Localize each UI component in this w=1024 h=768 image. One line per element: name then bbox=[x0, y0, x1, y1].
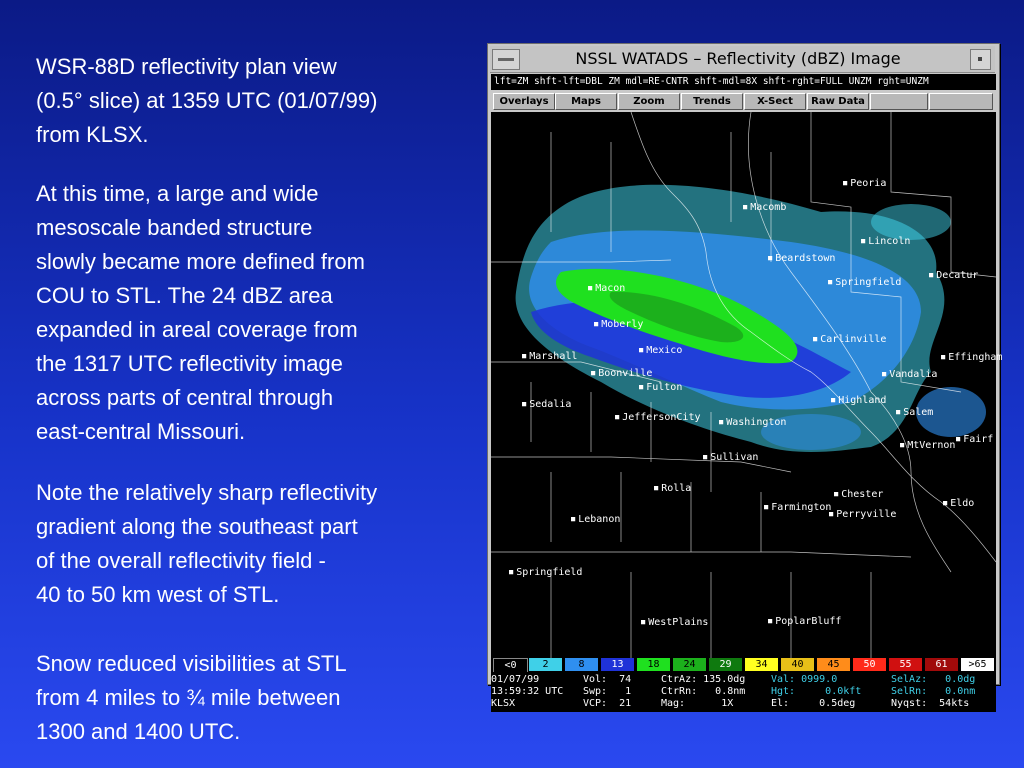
blank-button-1[interactable] bbox=[870, 93, 928, 110]
city-label: ■ Marshall bbox=[522, 351, 577, 362]
city-label: ■ Lebanon bbox=[571, 514, 620, 525]
city-label: ■ Perryville bbox=[829, 509, 896, 520]
city-label: ■ Carlinville bbox=[813, 334, 886, 345]
city-label: ■ Sedalia bbox=[522, 399, 571, 410]
city-label: ■ Springfield bbox=[509, 567, 582, 578]
city-label: ■ Washington bbox=[719, 417, 786, 428]
status-ctraz: CtrAz: 135.0dg bbox=[661, 674, 746, 685]
city-label: ■ Macomb bbox=[743, 202, 786, 213]
trends-button[interactable]: Trends bbox=[681, 93, 743, 110]
city-label: ■ Farmington bbox=[764, 502, 831, 513]
city-label: ■ Boonville bbox=[591, 368, 652, 379]
dbz-swatch: 55 bbox=[889, 658, 922, 671]
city-label: ■ Sullivan bbox=[703, 452, 758, 463]
dbz-swatch: 61 bbox=[925, 658, 958, 671]
slide-paragraph-4: Snow reduced visibilities at STL from 4 miles to ¾ mile between 1300 and 1400 UTC. bbox=[36, 651, 347, 744]
dbz-swatch: 2 bbox=[529, 658, 562, 671]
status-vcp: VCP: 21 bbox=[583, 698, 632, 709]
city-label: ■ WestPlains bbox=[641, 617, 708, 628]
city-label: ■ Lincoln bbox=[861, 236, 910, 247]
city-label: ■ Eldo bbox=[943, 498, 974, 509]
dbz-color-scale bbox=[491, 658, 996, 672]
city-label: ■ Macon bbox=[588, 283, 625, 294]
city-label: ■ Chester bbox=[834, 489, 883, 500]
city-label: ■ Springfield bbox=[828, 277, 901, 288]
status-el: El: 0.5deg bbox=[771, 698, 856, 709]
title-bar[interactable] bbox=[490, 46, 995, 73]
city-label: ■ Fulton bbox=[639, 382, 682, 393]
window-title: NSSL WATADS – Reflectivity (dBZ) Image bbox=[575, 49, 901, 68]
maps-button[interactable]: Maps bbox=[555, 93, 617, 110]
dbz-swatch: 8 bbox=[565, 658, 598, 671]
dbz-swatch: 50 bbox=[853, 658, 886, 671]
mouse-shortcuts-help: lft=ZM shft-lft=DBL ZM mdl=RE-CNTR shft-mdl=8X shft-rght=FULL UNZM rght=UNZM bbox=[491, 74, 996, 90]
city-label: ■ JeffersonCity bbox=[615, 412, 701, 423]
city-label: ■ Beardstown bbox=[768, 253, 835, 264]
city-label: ■ Mexico bbox=[639, 345, 682, 356]
city-label: ■ Salem bbox=[896, 407, 933, 418]
dbz-swatch: 24 bbox=[673, 658, 706, 671]
city-label: ■ Highland bbox=[831, 395, 886, 406]
overlays-button[interactable]: Overlays bbox=[493, 93, 555, 110]
city-label: ■ Peoria bbox=[843, 178, 886, 189]
toolbar bbox=[491, 91, 996, 111]
dbz-swatch: 34 bbox=[745, 658, 778, 671]
dbz-swatch: 45 bbox=[817, 658, 850, 671]
city-label: ■ Rolla bbox=[654, 483, 691, 494]
x-sect-button[interactable]: X-Sect bbox=[744, 93, 806, 110]
minimize-button[interactable] bbox=[970, 49, 991, 70]
slide-paragraph-3: Note the relatively sharp reflectivity gradient along the southeast part of the overall reflectivity field - 40 to 50 km west of STL. bbox=[36, 480, 378, 607]
city-label: ■ PoplarBluff bbox=[768, 616, 841, 627]
watads-window bbox=[487, 43, 1003, 709]
city-label: ■ Effingham bbox=[941, 352, 1002, 363]
status-panel bbox=[491, 672, 996, 712]
zoom-button[interactable]: Zoom bbox=[618, 93, 680, 110]
status-selaz: SelAz: 0.0dg bbox=[891, 674, 976, 685]
slide-paragraph-2: At this time, a large and wide mesoscale banded structure slowly became more defined from COU to STL. The 24 dBZ area expanded in areal coverage from the 1317 UTC reflectivity image across parts of central through east-central Missouri. bbox=[36, 181, 365, 444]
slide-paragraph-1: WSR-88D reflectivity plan view (0.5° slice) at 1359 UTC (01/07/99) from KLSX. bbox=[36, 54, 378, 147]
dbz-swatch: 13 bbox=[601, 658, 634, 671]
dbz-swatch: <0 bbox=[493, 658, 528, 673]
status-vol: Vol: 74 bbox=[583, 674, 632, 685]
status-selrn: SelRn: 0.0nm bbox=[891, 686, 976, 697]
dbz-swatch: 40 bbox=[781, 658, 814, 671]
dbz-swatch: 18 bbox=[637, 658, 670, 671]
city-label: ■ Moberly bbox=[594, 319, 643, 330]
status-swp: Swp: 1 bbox=[583, 686, 632, 697]
status-hgt: Hgt: 0.0kft bbox=[771, 686, 862, 697]
status-ctrrn: CtrRn: 0.8nm bbox=[661, 686, 746, 697]
status-val: Val: 0999.0 bbox=[771, 674, 838, 685]
city-label: ■ Fairf bbox=[956, 434, 993, 445]
status-date: 01/07/99 bbox=[491, 674, 540, 685]
city-label: ■ Decatur bbox=[929, 270, 978, 281]
city-label: ■ MtVernon bbox=[900, 440, 955, 451]
blank-button-2[interactable] bbox=[929, 93, 993, 110]
status-nyqst: Nyqst: 54kts bbox=[891, 698, 970, 709]
dbz-swatch: >65 bbox=[961, 658, 994, 671]
window-menu-button[interactable] bbox=[492, 49, 520, 70]
status-time: 13:59:32 UTC bbox=[491, 686, 564, 697]
status-radar: KLSX bbox=[491, 698, 516, 709]
raw-data-button[interactable]: Raw Data bbox=[807, 93, 869, 110]
status-mag: Mag: 1X bbox=[661, 698, 734, 709]
radar-map[interactable] bbox=[491, 112, 1003, 658]
dbz-swatch: 29 bbox=[709, 658, 742, 671]
city-label: ■ Vandalia bbox=[882, 369, 937, 380]
